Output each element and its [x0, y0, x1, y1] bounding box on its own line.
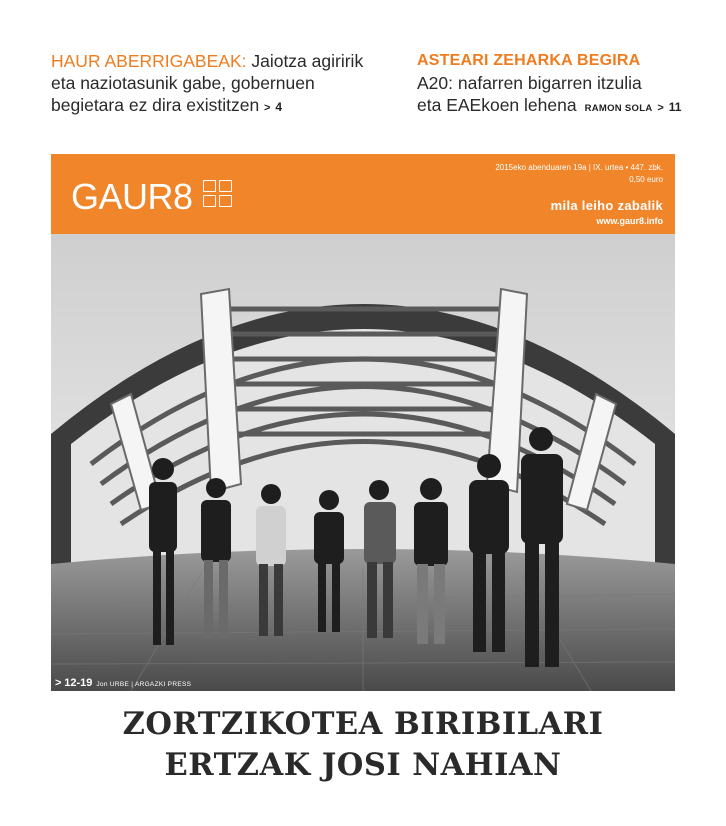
- photographer-credit: Jon URBE | ARGAZKI PRESS: [96, 681, 192, 688]
- teaser-right-page: 11: [668, 100, 682, 114]
- cover-photo[interactable]: [51, 234, 675, 691]
- teaser-left-line2: eta naziotasunik gabe, gobernuen: [51, 73, 315, 93]
- issue-info: [495, 162, 663, 186]
- teaser-left-line3-text: begietara ez dira existitzen: [51, 95, 260, 115]
- teaser-right-line2: [417, 94, 687, 120]
- teaser-left-page: 4: [275, 100, 283, 114]
- teaser-right-author: RAMON SOLA: [584, 103, 653, 114]
- chevron-right-icon: >: [55, 677, 62, 689]
- issue-date-line: 2015eko abenduaren 19a | IX. urtea • 447. zbk.: [495, 163, 663, 172]
- teaser-right-kicker: ASTEARI ZEHARKA BEGIRA: [417, 52, 641, 69]
- issue-price: 0,50 euro: [629, 175, 663, 184]
- gaur8-logo[interactable]: GAUR8: [71, 176, 193, 217]
- teaser-left-line1: [51, 50, 381, 72]
- stadium-group-photo: [51, 234, 675, 691]
- masthead-slogan-block: [551, 198, 663, 226]
- feature-pages: 12-19: [64, 677, 93, 689]
- teaser-right-line1: A20: nafarren bigarren itzulia: [417, 73, 642, 93]
- teaser-asteari-zeharka[interactable]: [417, 50, 687, 120]
- photo-credit: [55, 677, 191, 689]
- teaser-left-kicker: HAUR ABERRIGABEAK:: [51, 51, 247, 71]
- chevron-right-icon: >: [264, 102, 271, 114]
- teaser-left-line3: [51, 94, 381, 119]
- masthead: [51, 154, 675, 234]
- teaser-left-line1-text: Jaiotza agiririk: [246, 51, 364, 71]
- window-grid-icon: [203, 180, 243, 212]
- teaser-right-line2-text: eta EAEkoen lehena: [417, 95, 577, 115]
- slogan: mila leiho zabalik: [550, 198, 663, 213]
- chevron-right-icon: >: [657, 102, 664, 114]
- cover-headline-line1[interactable]: ZORTZIKOTEA BIRIBILARI: [122, 706, 604, 742]
- cover-headline-line2[interactable]: ERTZAK JOSI NAHIAN: [164, 747, 562, 783]
- teaser-haur-aberrigabeak[interactable]: [51, 50, 381, 119]
- website-link[interactable]: www.gaur8.info: [596, 216, 663, 226]
